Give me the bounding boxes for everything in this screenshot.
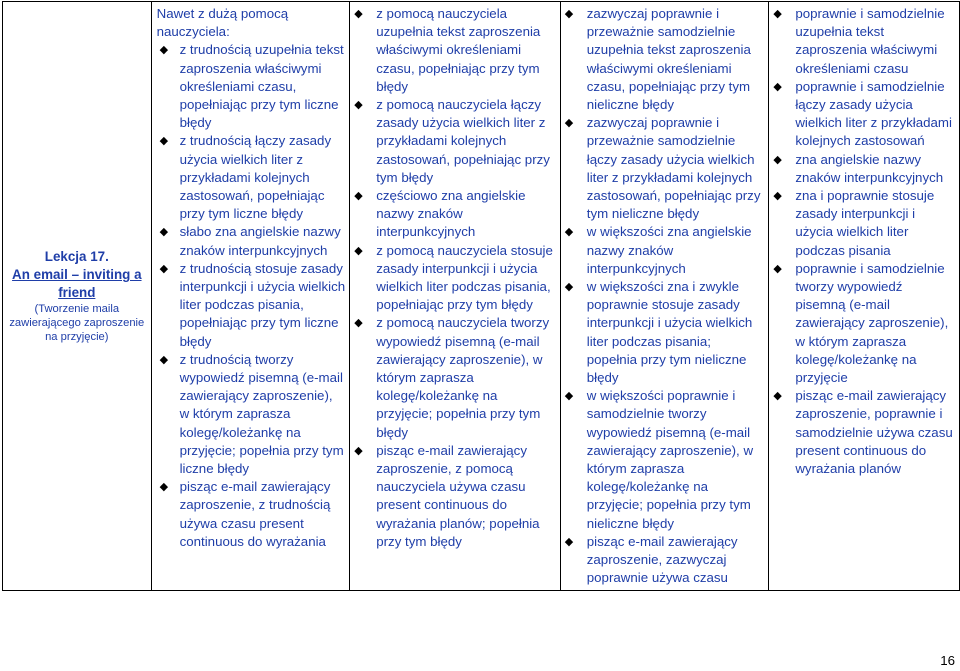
list-item: ◆ z trudnością stosuje zasady interpunkcji i użycia wielkich liter podczas pisania, popełniając przy tym liczne błędy [159,260,346,349]
list-item: ◆ z pomocą nauczyciela uzupełnia tekst zaproszenia właściwymi określeniami czasu, popełniając przy tym błędy [354,6,541,94]
diamond-bullet-icon: ◆ [564,280,574,294]
lesson-topic: An email – inviting a friend [12,267,142,301]
list-item: ◆ z pomocą nauczyciela stosuje zasady interpunkcji i użycia wielkich liter podczas pisania, popełniając przy tym błędy [354,242,553,313]
list-item: ◆ zna angielskie nazwy znaków interpunkcyjnych [773,151,944,185]
list-item: ◆ zna i poprawnie stosuje zasady interpunkcji i użycia wielkich liter podczas pisania [773,188,935,258]
criteria-list [565,5,765,588]
diamond-bullet-icon: ◆ [564,225,574,239]
list-item: ◆ pisząc e-mail zawierający zaproszenie, poprawnie i samodzielnie używa czasu present continuous do wyrażania planów [773,388,953,477]
list-item: ◆ pisząc e-mail zawierający zaproszenie, z trudnością używa czasu present continuous do wyrażania [159,479,331,549]
diamond-bullet-icon: ◆ [564,116,574,130]
grade-column-3 [560,2,769,591]
list-item: ◆ poprawnie i samodzielnie uzupełnia tekst zaproszenia właściwymi określeniami czasu [773,6,945,76]
list-item: ◆ poprawnie i samodzielnie tworzy wypowiedź pisemną (e-mail zawierający zaproszenie), w którym zaprasza kolegę/koleżankę na przyjęcie [773,260,949,386]
diamond-bullet-icon: ◆ [564,7,574,20]
diamond-bullet-icon: ◆ [354,98,363,112]
lesson-cell [3,2,152,591]
diamond-bullet-icon: ◆ [159,352,169,366]
diamond-bullet-icon: ◆ [773,79,782,93]
diamond-bullet-icon: ◆ [354,316,363,330]
lesson-number: Lekcja 17. [44,249,109,265]
diamond-bullet-icon: ◆ [564,534,574,548]
list-item: ◆ w większości poprawnie i samodzielnie tworzy wypowiedź pisemną (e-mail zawierający zaproszenie), w którym zaprasza kolegę/koleżankę na przyjęcie; popełnia przy tym nieliczne błędy [564,388,754,531]
diamond-bullet-icon: ◆ [159,134,169,148]
table-row [3,2,960,591]
list-item: ◆ częściowo zna angielskie nazwy znaków interpunkcyjnych [354,188,526,240]
criteria-list [773,5,955,478]
list-item: ◆ zazwyczaj poprawnie i przeważnie samodzielnie łączy zasady użycia wielkich liter z przykładami kolejnych zastosowań, popełniając przy tym nieliczne błędy [564,115,761,222]
diamond-bullet-icon: ◆ [159,480,169,494]
list-item: ◆ pisząc e-mail zawierający zaproszenie, zazwyczaj poprawnie używa czasu [564,533,738,586]
diamond-bullet-icon: ◆ [354,7,363,20]
column-intro: Nawet z dużą pomocą nauczyciela: [156,6,289,40]
diamond-bullet-icon: ◆ [159,225,169,239]
lesson-title [7,248,147,302]
lesson-subtitle: (Tworzenie maila zawierającego zaproszenie na przyjęcie) [9,303,145,344]
diamond-bullet-icon: ◆ [159,261,169,275]
page-number: 16 [940,653,955,668]
list-item: ◆ pisząc e-mail zawierający zaproszenie, z pomocą nauczyciela używa czasu present continuous do wyrażania planów; popełnia przy tym błędy [354,442,540,549]
assessment-table [2,1,960,591]
grade-column-2 [350,2,561,591]
list-item: ◆ w większości zna i zwykle poprawnie stosuje zasady interpunkcji i użycia wielkich liter podczas pisania; popełnia przy tym nieliczne błędy [564,279,753,386]
diamond-bullet-icon: ◆ [773,389,782,403]
grade-column-1 [151,2,350,591]
list-item: ◆ słabo zna angielskie nazwy znaków interpunkcyjnych [159,224,341,258]
diamond-bullet-icon: ◆ [773,261,782,275]
diamond-bullet-icon: ◆ [773,7,782,20]
list-item: ◆ z trudnością łączy zasady użycia wielkich liter z przykładami kolejnych zastosowań, popełniając przy tym liczne błędy [159,133,332,222]
diamond-bullet-icon: ◆ [354,443,363,457]
list-item: ◆ zazwyczaj poprawnie i przeważnie samodzielnie uzupełnia tekst zaproszenia właściwymi określeniami czasu, popełniając przy tym nieliczne błędy [564,6,751,113]
diamond-bullet-icon: ◆ [773,189,782,203]
diamond-bullet-icon: ◆ [354,189,363,203]
criteria-list [156,41,346,551]
diamond-bullet-icon: ◆ [564,389,574,403]
grade-column-4 [769,2,960,591]
diamond-bullet-icon: ◆ [354,243,363,257]
list-item: ◆ z trudnością uzupełnia tekst zaproszenia właściwymi określeniami czasu, popełniając przy tym liczne błędy [159,42,344,131]
criteria-list [354,5,556,551]
list-item: ◆ z pomocą nauczyciela tworzy wypowiedź pisemną (e-mail zawierający zaproszenie), w którym zaprasza kolegę/koleżankę na przyjęcie; popełnia przy tym błędy [354,315,550,440]
list-item: ◆ w większości zna angielskie nazwy znaków interpunkcyjnych [564,224,752,276]
list-item: ◆ z pomocą nauczyciela łączy zasady użycia wielkich liter z przykładami kolejnych zastosowań, popełniając przy tym błędy [354,97,550,185]
diamond-bullet-icon: ◆ [159,43,169,57]
list-item: ◆ z trudnością tworzy wypowiedź pisemną (e-mail zawierający zaproszenie), w którym zaprasza kolegę/koleżankę na przyjęcie; popełnia przy tym liczne błędy [159,351,344,477]
diamond-bullet-icon: ◆ [773,152,782,166]
list-item: ◆ poprawnie i samodzielnie łączy zasady użycia wielkich liter z przykładami kolejnych zastosowań [773,78,952,149]
